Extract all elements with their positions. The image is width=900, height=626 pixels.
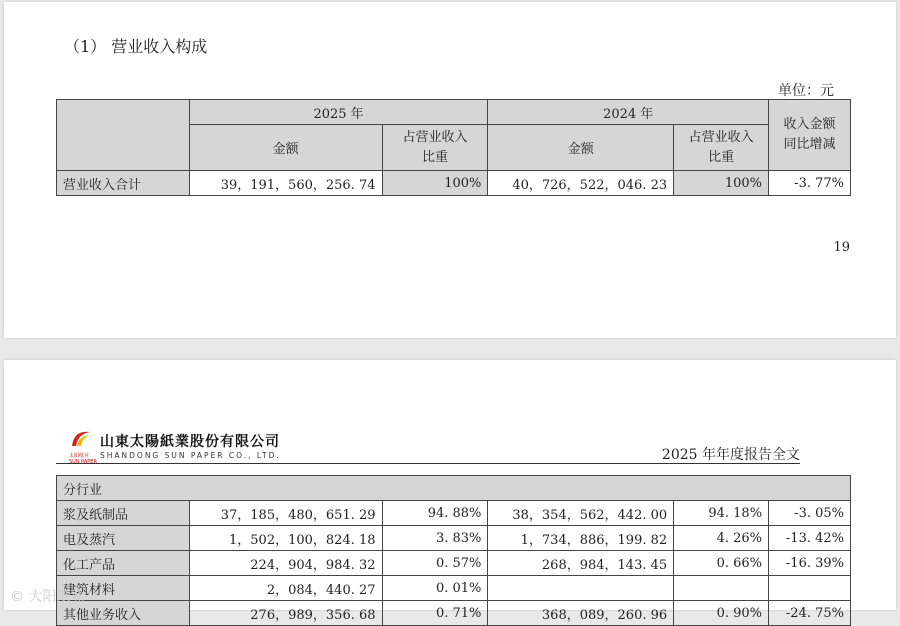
row-label: 浆及纸制品 bbox=[57, 501, 190, 526]
year-2024-header: 2024 年 bbox=[488, 100, 769, 125]
table-row bbox=[57, 526, 851, 551]
amount-2025-cell: 2，084，440. 27 bbox=[189, 576, 382, 601]
watermark: © 大阳纸业 bbox=[10, 589, 85, 605]
share-2024-cell: 4. 26% bbox=[674, 526, 769, 551]
row-label: 化工产品 bbox=[57, 551, 190, 576]
logo-mark-text: 太阳纸业 SUN PAPER bbox=[69, 453, 97, 465]
amount-2024-header: 金额 bbox=[488, 125, 674, 171]
share-2025-cell: 0. 57% bbox=[382, 551, 488, 576]
amount-2024-cell: 268，984，143. 45 bbox=[488, 551, 674, 576]
company-logo bbox=[40, 426, 300, 465]
share-2024-cell: 0. 66% bbox=[674, 551, 769, 576]
logo-company-name-cn: 山東太陽紙業股份有限公司 bbox=[100, 434, 280, 450]
amount-2025-cell: 37，185，480，651. 29 bbox=[189, 501, 382, 526]
table-row bbox=[57, 576, 851, 601]
share-2024-cell: 94. 18% bbox=[674, 501, 769, 526]
amount-2024-cell: 40，726，522，046. 23 bbox=[488, 171, 674, 196]
share-2024-cell bbox=[674, 576, 769, 601]
unit-label: 单位：元 bbox=[778, 83, 834, 99]
share-2025-cell: 0. 01% bbox=[382, 576, 488, 601]
row-label: 建筑材料 bbox=[57, 576, 190, 601]
share-2025-cell: 3. 83% bbox=[382, 526, 488, 551]
share-2024-header: 占营业收入 比重 bbox=[674, 125, 769, 171]
yoy-header: 收入金额 同比增减 bbox=[769, 100, 851, 171]
amount-2025-header: 金额 bbox=[189, 125, 382, 171]
share-2025-cell: 94. 88% bbox=[382, 501, 488, 526]
amount-2025-cell: 224，904，984. 32 bbox=[189, 551, 382, 576]
table-row bbox=[57, 601, 851, 626]
amount-2024-cell: 1，734，886，199. 82 bbox=[488, 526, 674, 551]
yoy-cell: -3. 05% bbox=[769, 501, 851, 526]
table-row bbox=[57, 551, 851, 576]
revenue-by-industry-table bbox=[56, 475, 851, 626]
amount-2025-cell: 39，191，560，256. 74 bbox=[189, 171, 382, 196]
page-number: 19 bbox=[833, 240, 850, 255]
industry-section-label: 分行业 bbox=[57, 476, 851, 501]
section-title: （1） 营业收入构成 bbox=[64, 37, 208, 56]
yoy-cell: -16. 39% bbox=[769, 551, 851, 576]
share-2025-cell: 0. 71% bbox=[382, 601, 488, 626]
report-title: 2025 年年度报告全文 bbox=[661, 447, 800, 463]
yoy-cell bbox=[769, 576, 851, 601]
yoy-cell: -24. 75% bbox=[769, 601, 851, 626]
share-2024-cell: 100% bbox=[674, 171, 769, 196]
revenue-total-table bbox=[56, 99, 851, 196]
table-row bbox=[57, 501, 851, 526]
year-2025-header: 2025 年 bbox=[189, 100, 488, 125]
logo-company-name-en: SHANDONG SUN PAPER CO., LTD. bbox=[100, 451, 281, 460]
amount-2024-cell: 38，354，562，442. 00 bbox=[488, 501, 674, 526]
report-page-19 bbox=[4, 2, 896, 338]
share-2024-cell: 0. 90% bbox=[674, 601, 769, 626]
row-label: 电及蒸汽 bbox=[57, 526, 190, 551]
header-divider bbox=[56, 463, 800, 464]
row-label: 营业收入合计 bbox=[57, 171, 190, 196]
amount-2025-cell: 276，989，356. 68 bbox=[189, 601, 382, 626]
yoy-cell: -13. 42% bbox=[769, 526, 851, 551]
share-2025-header: 占营业收入 比重 bbox=[382, 125, 488, 171]
yoy-cell: -3. 77% bbox=[769, 171, 851, 196]
amount-2024-cell: 368，089，260. 96 bbox=[488, 601, 674, 626]
sun-logo-icon bbox=[68, 426, 94, 452]
report-page-20 bbox=[4, 360, 896, 623]
row-label: 其他业务收入 bbox=[57, 601, 190, 626]
share-2025-cell: 100% bbox=[382, 171, 488, 196]
corner-header-cell bbox=[57, 100, 190, 171]
amount-2025-cell: 1，502，100，824. 18 bbox=[189, 526, 382, 551]
total-row bbox=[57, 171, 851, 196]
amount-2024-cell bbox=[488, 576, 674, 601]
